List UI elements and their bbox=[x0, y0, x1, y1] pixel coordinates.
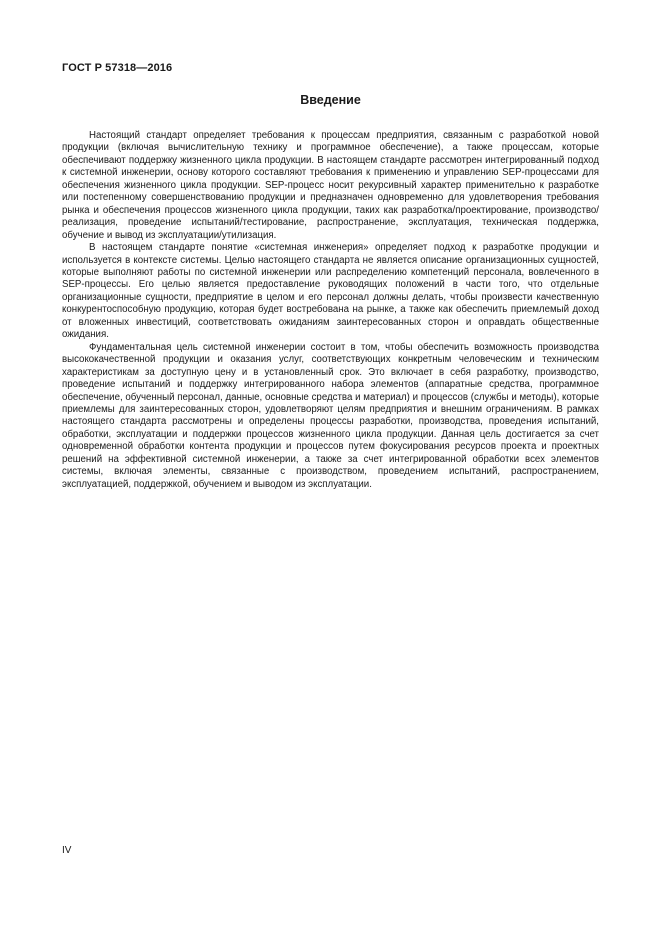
document-code: ГОСТ Р 57318—2016 bbox=[62, 62, 173, 74]
section-title: Введение bbox=[300, 93, 361, 107]
paragraph-3: Фундаментальная цель системной инженерии состоит в том, чтобы обеспечить возможность производства высококачественной продукции и оказания услуг, соответствующих конкретным человеческим и техническим характеристикам за доступную цену и в установленный срок. Это включает в себя разработку, производство, проведение испытаний и поддержку интегрированного набора элементов (аппаратные средства, программное обеспечение, обученный персонал, данные, основные средства и материал) и процессов (службы и методы), которые приемлемы для заинтересованных сторон, удовлетворяют целям предприятия и внешним ограничениям. В рамках настоящего стандарта рассмотрены и определены процессы разработки, производства, проведения испытаний, обработки, эксплуатации и поддержки процессов жизненного цикла продукции. Данная цель достигается за счет одновременной обработки контента продукции и процессов путем фокусирования ресурсов проекта и проектных решений на эффективной системной инженерии, а также за счет интегрированной обработки всех элементов системы, включая элементы, связанные с производством, проведением испытаний, распространением, эксплуатацией, поддержкой, обучением и выводом из эксплуатации. bbox=[62, 341, 599, 490]
paragraph-2: В настоящем стандарте понятие «системная инженерия» определяет подход к разработке продукции и используется в контексте системы. Целью настоящего стандарта не является описание организационных сущностей, которые выполняют работы по системной инженерии или распределению компетенций персонала, вовлеченного в SEP-процессы. Его целью является предоставление руководящих положений в части того, что отдельные организационные сущности, предприятие в целом и его персонал должны делать, чтобы произвести качественную конкурентоспособную продукцию, которая будет востребована на рынке, а также как обеспечить приемлемый доход от вложенных инвестиций, соответствовать ожиданиям заинтересованных сторон и оправдать общественные ожидания. bbox=[62, 242, 599, 341]
page-number: IV bbox=[62, 845, 72, 856]
body-text bbox=[62, 130, 599, 491]
paragraph-1: Настоящий стандарт определяет требования к процессам предприятия, связанным с разработкой новой продукции (включая вычислительную технику и программное обеспечение), а также процессам, которые обеспечивают поддержку жизненного цикла продукции. В настоящем стандарте рассмотрен интегрированный подход к системной инженерии, основу которого составляют требования к применению и управлению SEP-процессами для обеспечения жизненного цикла продукции. SEP-процесс носит рекурсивный характер применительно к разработке или постепенному совершенствованию продукции и предназначен одновременно для удовлетворения требования рынка и обеспечения процессов жизненного цикла продукции, таких как разработка/проектирование, производство/реализация, проведение испытаний/тестирование, распространение, эксплуатация, техническая поддержка, обучение и вывод из эксплуатации/утилизация. bbox=[62, 130, 599, 241]
